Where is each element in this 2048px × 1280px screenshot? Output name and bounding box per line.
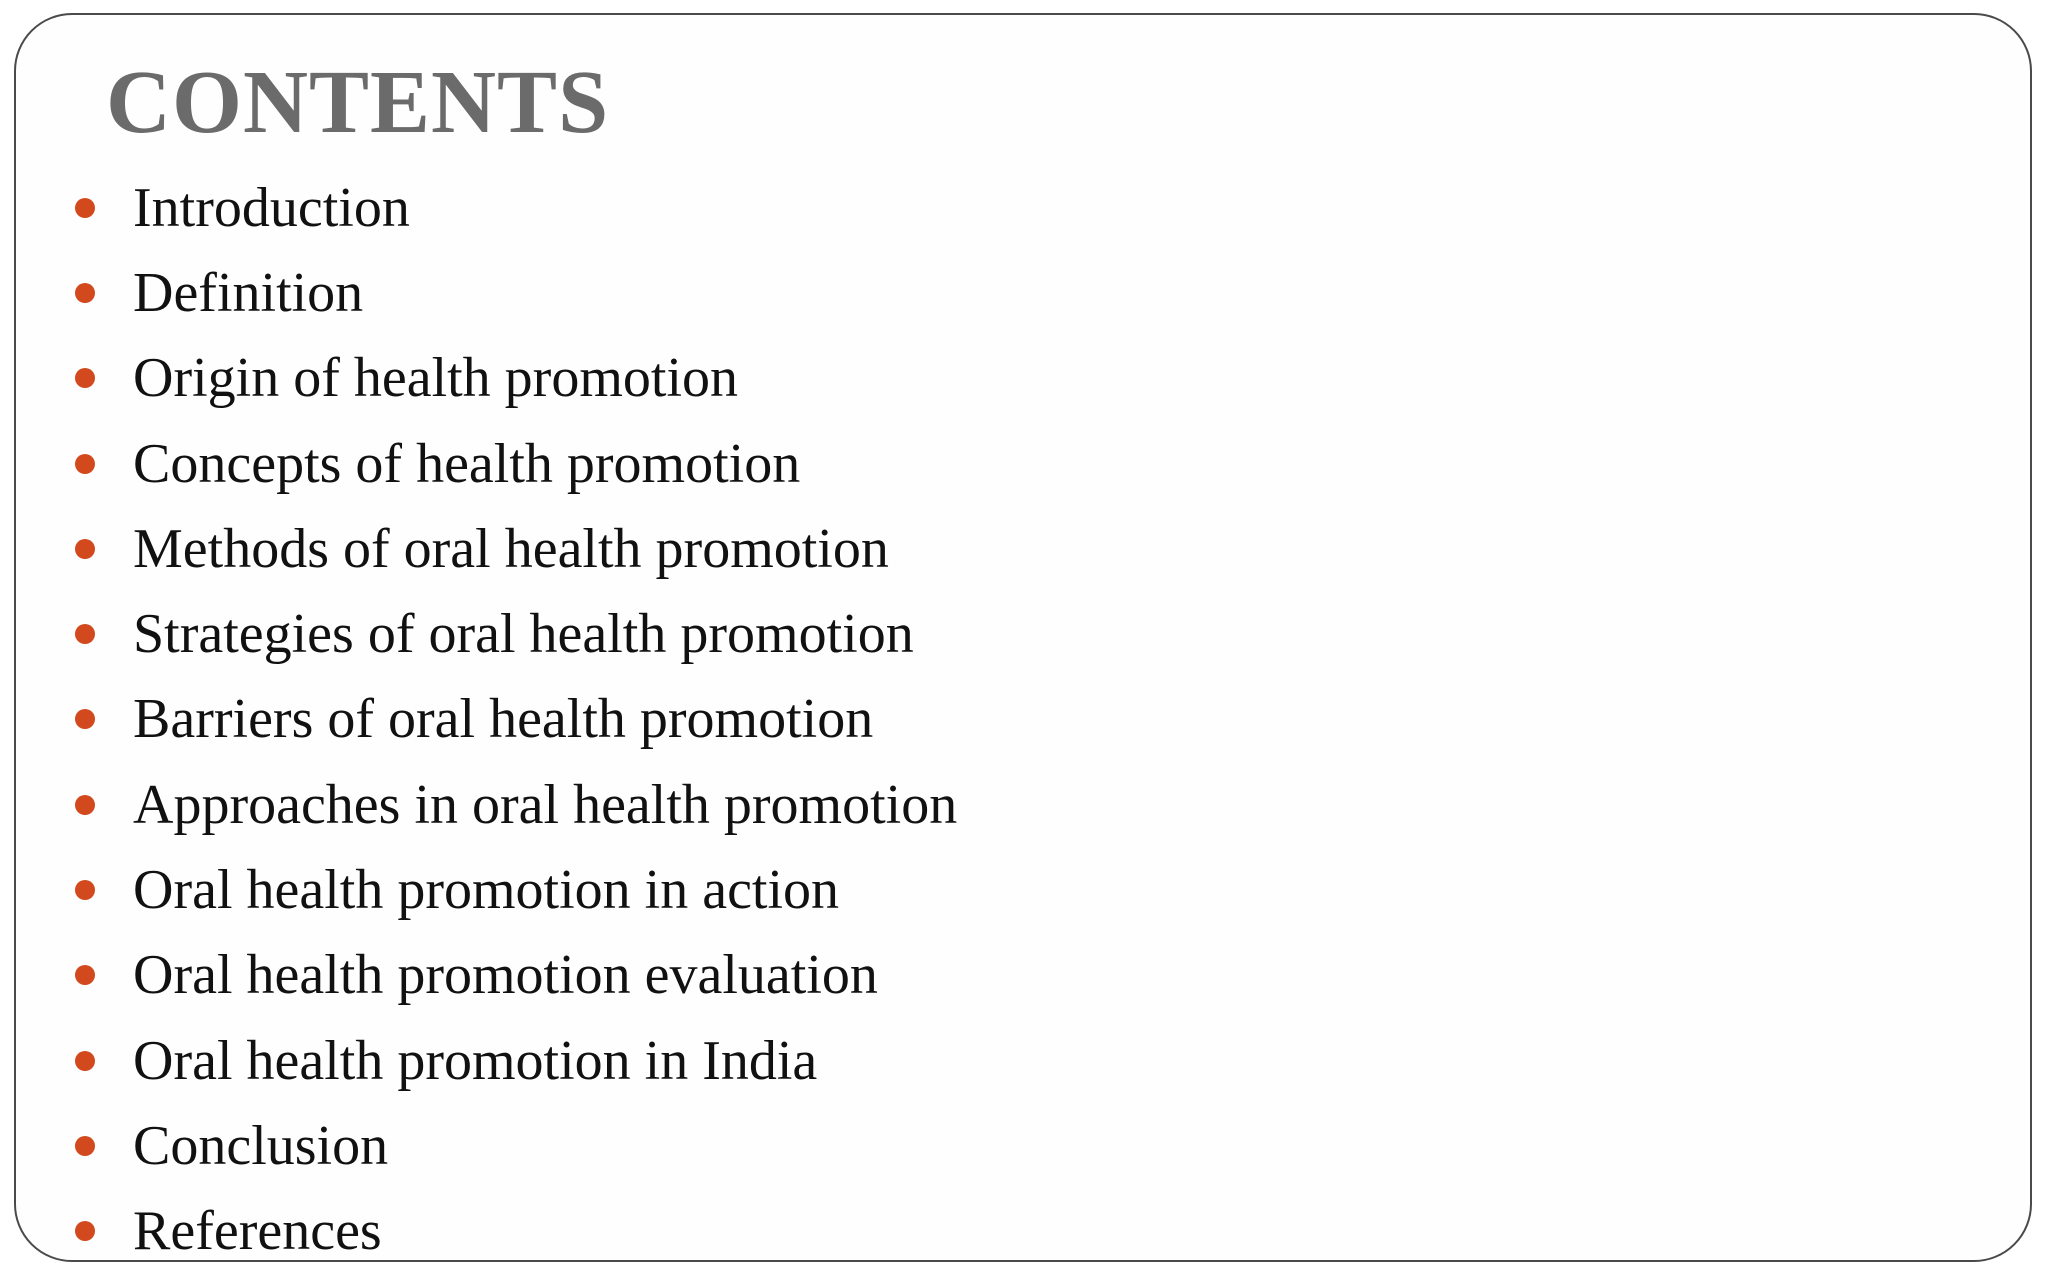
bullet-icon <box>75 1221 95 1241</box>
list-item-label: Oral health promotion in action <box>133 859 840 922</box>
list-item-label: Methods of oral health promotion <box>133 517 889 580</box>
list-item-label: Origin of health promotion <box>133 347 739 410</box>
bullet-icon <box>75 454 95 474</box>
bullet-icon <box>75 965 95 985</box>
slide-title: CONTENTS <box>106 53 610 152</box>
bullet-icon <box>75 539 95 559</box>
list-item-label: Oral health promotion in India <box>133 1029 818 1092</box>
bullet-icon <box>75 709 95 729</box>
list-item-label: Definition <box>133 261 364 324</box>
bullet-icon <box>75 368 95 388</box>
list-item-label: Approaches in oral health promotion <box>133 773 958 836</box>
list-item-label: Strategies of oral health promotion <box>133 603 914 666</box>
bullet-icon <box>75 1136 95 1156</box>
list-item-label: Oral health promotion evaluation <box>133 944 878 1007</box>
bullet-icon <box>75 283 95 303</box>
bullet-icon <box>75 795 95 815</box>
bullet-icon <box>75 880 95 900</box>
bullet-icon <box>75 198 95 218</box>
bullet-icon <box>75 1051 95 1071</box>
list-item-label: Introduction <box>133 176 410 239</box>
list-item-label: Conclusion <box>133 1114 389 1177</box>
list-item-label: References <box>133 1200 382 1263</box>
slide-frame <box>14 13 2032 1262</box>
bullet-icon <box>75 624 95 644</box>
list-item-label: Barriers of oral health promotion <box>133 688 874 751</box>
list-item-label: Concepts of health promotion <box>133 432 801 495</box>
